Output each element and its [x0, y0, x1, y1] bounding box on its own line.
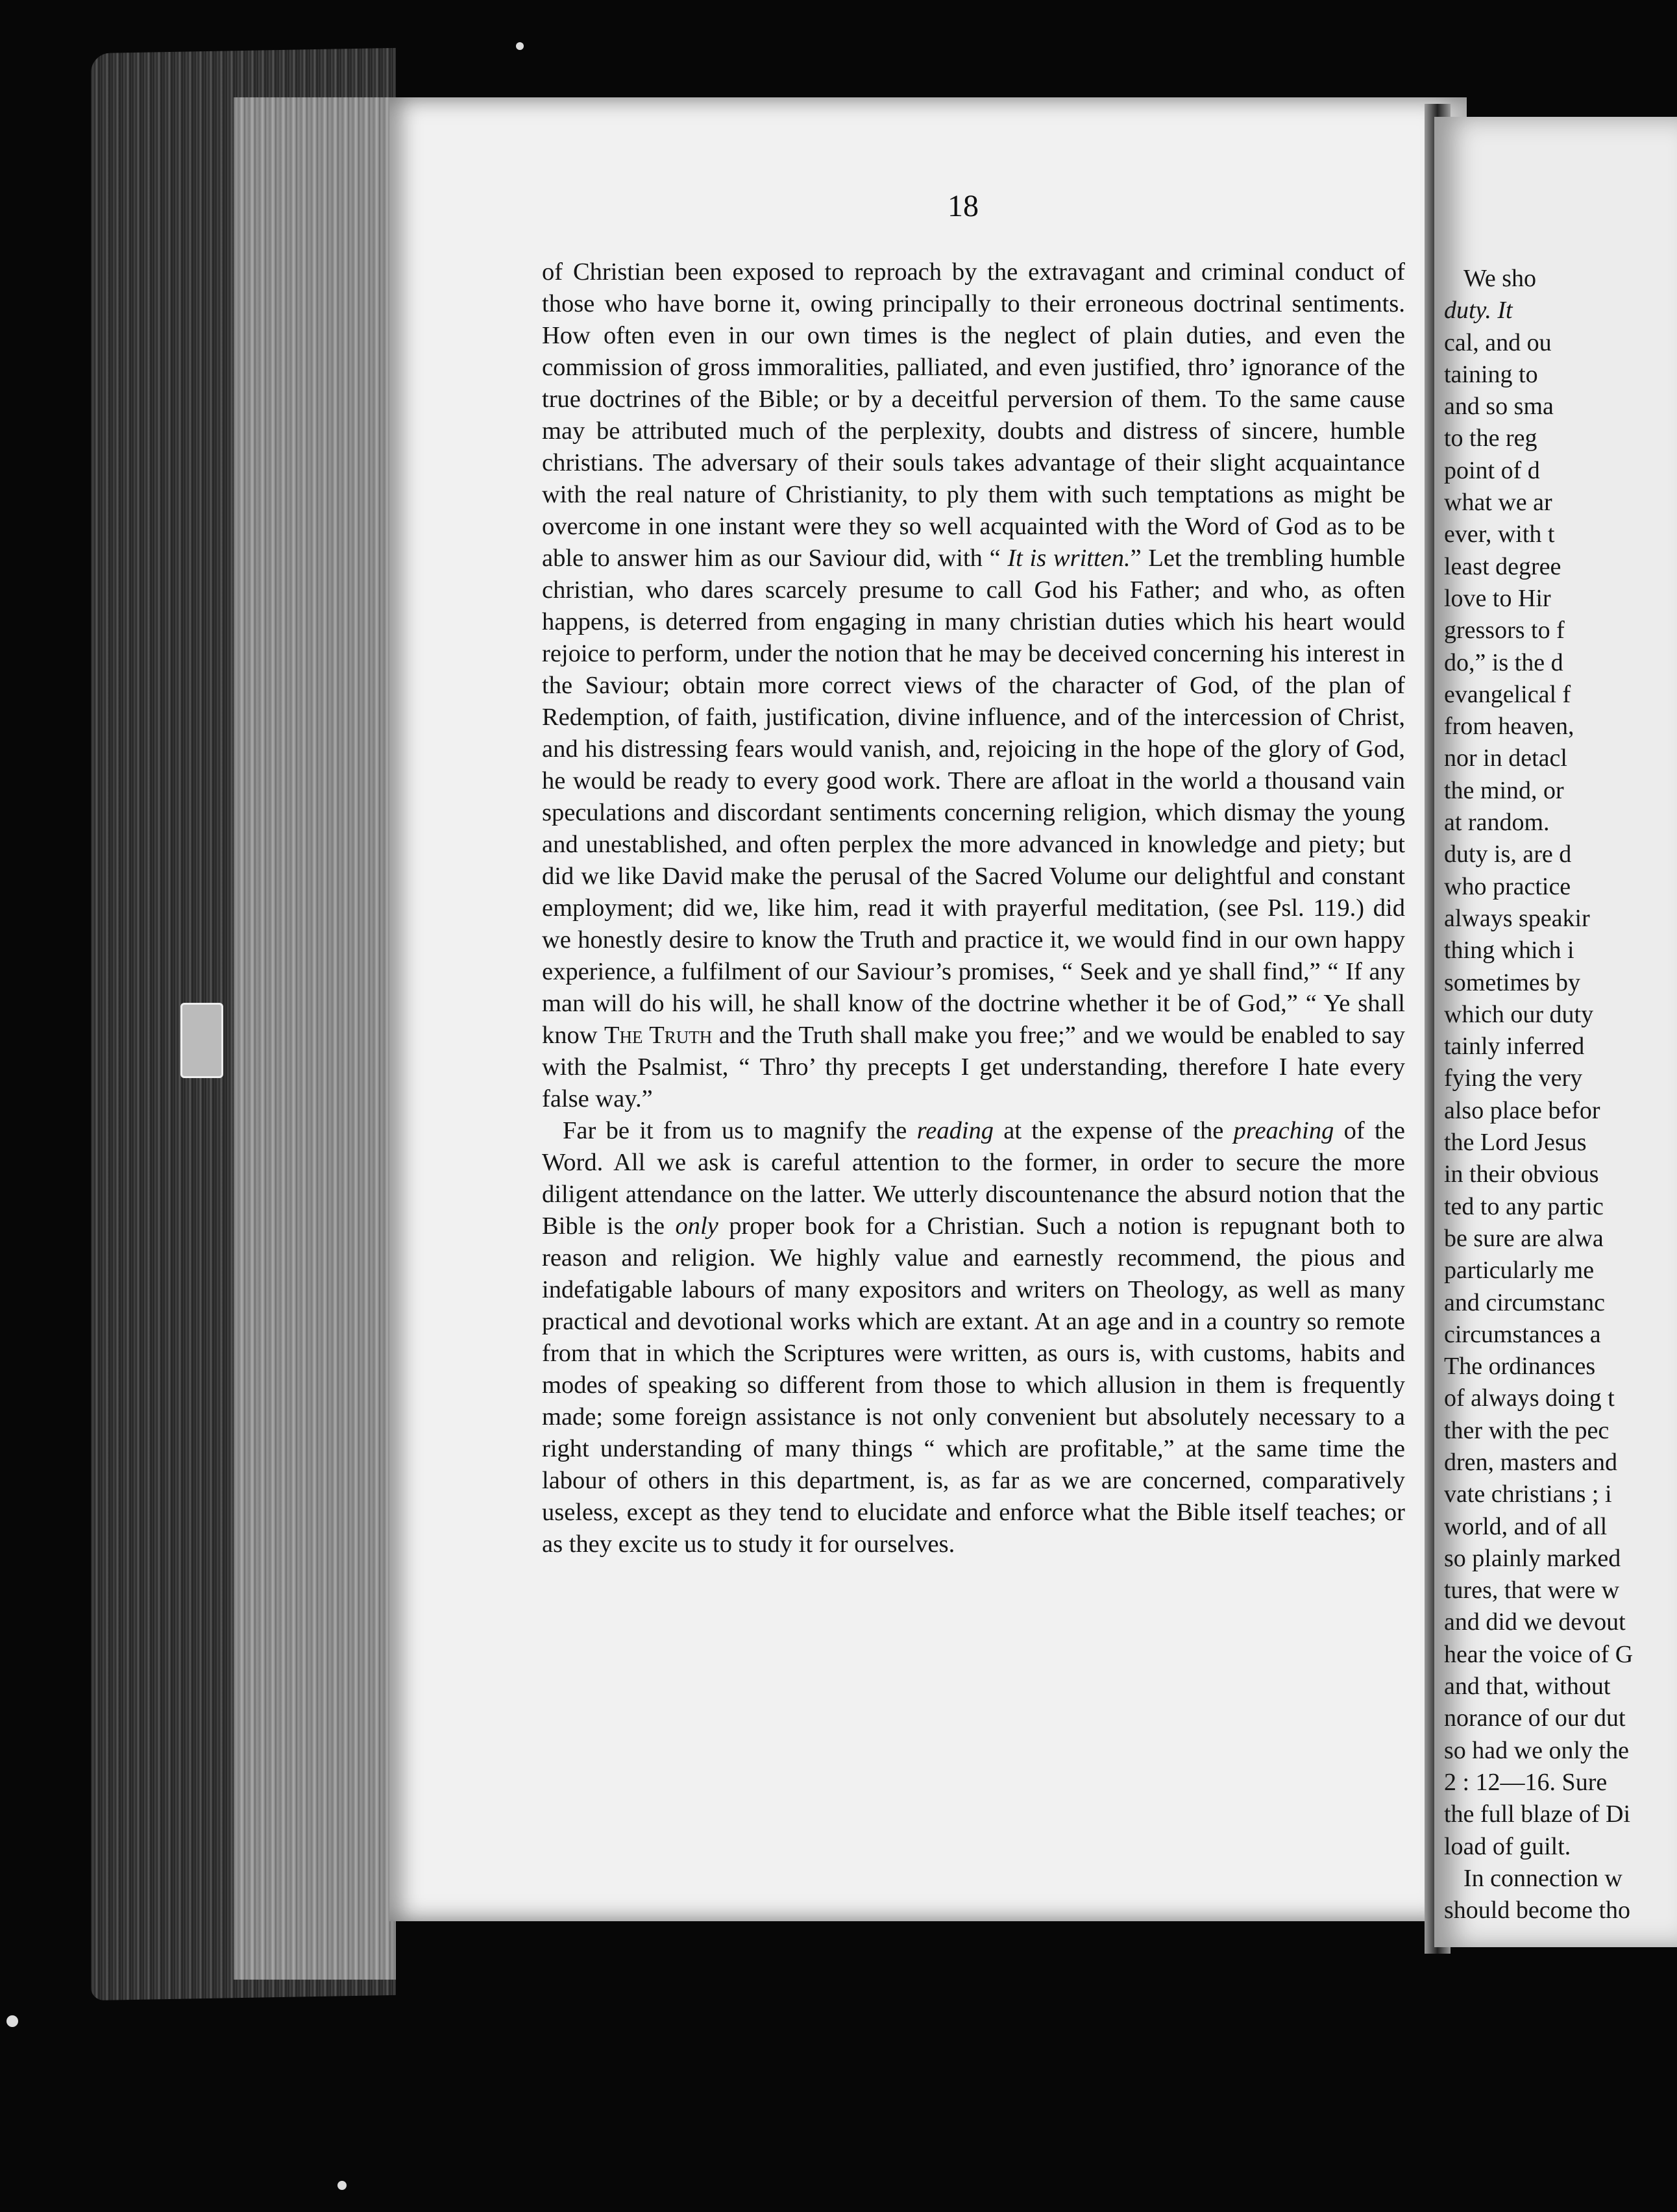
right-page-line: what we ar [1444, 489, 1552, 517]
right-page-line: hear the voice of G [1444, 1640, 1634, 1668]
text-segment: of the Word. All we ask is careful attention to the former, in order to secure the more diligent attendance on the latter. We utterly discountenance the absurd notion that the Bible is the [542, 1117, 1405, 1240]
right-page-line: duty. It [1444, 297, 1513, 325]
dust-speck [516, 42, 524, 50]
right-page-line: in their obvious [1444, 1161, 1599, 1188]
binding-clip [180, 1003, 223, 1078]
right-page-line: so plainly marked [1444, 1544, 1621, 1572]
right-page-line: so had we only the [1444, 1736, 1629, 1764]
right-page-line: least degree [1444, 552, 1561, 580]
right-page-line: and so sma [1444, 393, 1554, 421]
dust-speck [6, 2015, 18, 2027]
right-page-line: We sho [1463, 265, 1536, 292]
right-page-line: norance of our dut [1444, 1704, 1626, 1732]
right-page-line: ever, with t [1444, 521, 1555, 548]
right-page-line: In connection w [1463, 1864, 1622, 1892]
right-page-line: load of guilt. [1444, 1832, 1571, 1860]
right-page-line: who practice [1444, 872, 1571, 900]
right-page-line: world, and of all [1444, 1512, 1608, 1540]
right-page-line: which our duty [1444, 1000, 1594, 1028]
right-page-line: love to Hir [1444, 584, 1551, 612]
text-segment: ” Let the trembling humble christian, who dares scarcely presume to call God his Father; and who, as often happens, is deterred from engaging in many christian duties which his heart would rejoice to perform, under the notion that he may be deceived concerning his interest in the Saviour; obtain more correct views of the character of God, of the plan of Redemption, of faith, justification, divine influence, and of the intercession of Christ, and his distressing fears would vanish, and, rejoicing in the hope of the glory of God, he would be ready to every good work. There are afloat in the world a thousand vain speculations and discordant sentiments concerning religion, which dismay the young and unestablished, and often perplex the more advanced in knowledge and piety; but did we like David make the perusal of the Sacred Volume our delightful and constant employment; did we, like him, read it with prayerful meditation, (see Psl. 119.) did we honestly desire to know the Truth and practice it, we would find in our own happy experience, a fulfilment of our Saviour’s promises, “ Seek and ye shall find,” “ If any man will do his will, he shall know of the doctrine whether it be of God,” “ Ye shall know [542, 545, 1405, 1049]
right-page-line: from heaven, [1444, 713, 1574, 741]
right-page-line: taining to [1444, 360, 1538, 388]
right-page-line: gressors to f [1444, 617, 1565, 645]
right-page-line: and did we devout [1444, 1608, 1626, 1636]
text-segment: of Christian been exposed to reproach by the extravagant and criminal conduct of those who have borne it, owing principally to their erroneous doctrinal sentiments. How often even in our own times is the neglect of plain duties, and even the commission of gross immoralities, palliated, and even justified, thro’ ignorance of the true doctrines of the Bible; or by a deceitful perversion of them. To the same cause may be attributed much of the perplexity, doubts and distress of sincere, humble christians. The adversary of their souls takes advantage of their slight acquaintance with the real nature of Christianity, to ply them with such temptations as might be overcome in one instant were they so well acquainted with the Word of God as to be able to answer him as our Saviour did, with “ [542, 258, 1405, 572]
italic-text: only [675, 1212, 718, 1240]
left-page-body-text [542, 256, 1405, 1560]
right-page-line: evangelical f [1444, 680, 1571, 708]
right-page-line: the mind, or [1444, 776, 1564, 804]
right-page-line: be sure are alwa [1444, 1224, 1604, 1252]
right-page-line: vate christians ; i [1444, 1481, 1612, 1508]
right-page-line: do,” is the d [1444, 648, 1563, 676]
right-page-line: also place befor [1444, 1096, 1600, 1124]
text-segment: Far be it from us to magnify the [563, 1117, 917, 1144]
right-page-line: always speakir [1444, 904, 1590, 932]
right-page-line: the full blaze of Di [1444, 1800, 1631, 1828]
right-page-line: thing which i [1444, 937, 1574, 965]
right-page-line: nor in detacl [1444, 744, 1567, 772]
right-page-line: tures, that were w [1444, 1577, 1620, 1604]
right-page-line: the Lord Jesus [1444, 1129, 1587, 1157]
right-page-line: sometimes by [1444, 968, 1581, 996]
page-number: 18 [948, 189, 979, 223]
right-page-line: of always doing t [1444, 1384, 1615, 1412]
dust-speck [337, 2181, 347, 2190]
italic-text: It is written. [1007, 545, 1131, 572]
right-page-line: point of d [1444, 456, 1540, 484]
text-segment: at the expense of the [994, 1117, 1234, 1144]
small-caps-text: The Truth [604, 1022, 713, 1049]
right-page-line: ted to any partic [1444, 1192, 1604, 1220]
right-page-line: ther with the pec [1444, 1416, 1610, 1444]
right-page-line: 2 : 12—16. Sure [1444, 1768, 1608, 1796]
right-page-line: at random. [1444, 809, 1550, 837]
right-page-partial-text [1444, 263, 1677, 1926]
italic-text: preaching [1233, 1117, 1334, 1144]
right-page-line: should become tho [1444, 1897, 1631, 1924]
right-page-line: and circumstanc [1444, 1288, 1605, 1316]
book-page-edges-highlight [234, 97, 396, 1980]
right-page-line: cal, and ou [1444, 328, 1552, 356]
right-page-line: dren, masters and [1444, 1448, 1617, 1476]
paragraph [542, 1115, 1405, 1560]
right-page-line: duty is, are d [1444, 841, 1572, 868]
paragraph [542, 256, 1405, 1115]
right-page-line: circumstances a [1444, 1320, 1601, 1348]
right-page-line: particularly me [1444, 1257, 1595, 1284]
text-segment: proper book for a Christian. Such a notion is repugnant both to reason and religion. We highly value and earnestly recommend, the pious and indefatigable labours of many expositors and writers on Theology, as well as many practical and devotional works which are extant. At an age and in a country so remote from that in which the Scriptures were written, as ours is, with customs, habits and modes of speaking so different from those to which allusion in them is frequently made; some foreign assistance is not only convenient but absolutely necessary to a right understanding of many things “ which are profitable,” at the same time the labour of others in this department, is, as far as we are concerned, comparatively useless, except as they tend to elucidate and enforce what the Bible itself teaches; or as they excite us to study it for ourselves. [542, 1212, 1406, 1558]
right-page-line: tainly inferred [1444, 1033, 1585, 1061]
right-page-line: and that, without [1444, 1673, 1611, 1701]
right-page-line: fying the very [1444, 1064, 1583, 1092]
text-segment: and the Truth shall make you free;” and we would be enabled to say with the Psalmist, “ Thro’ thy precepts I get understanding, therefore I hate every false way.” [542, 1022, 1405, 1112]
italic-text: reading [916, 1117, 994, 1144]
right-page-line: The ordinances [1444, 1353, 1596, 1381]
right-page-line: to the reg [1444, 424, 1537, 452]
